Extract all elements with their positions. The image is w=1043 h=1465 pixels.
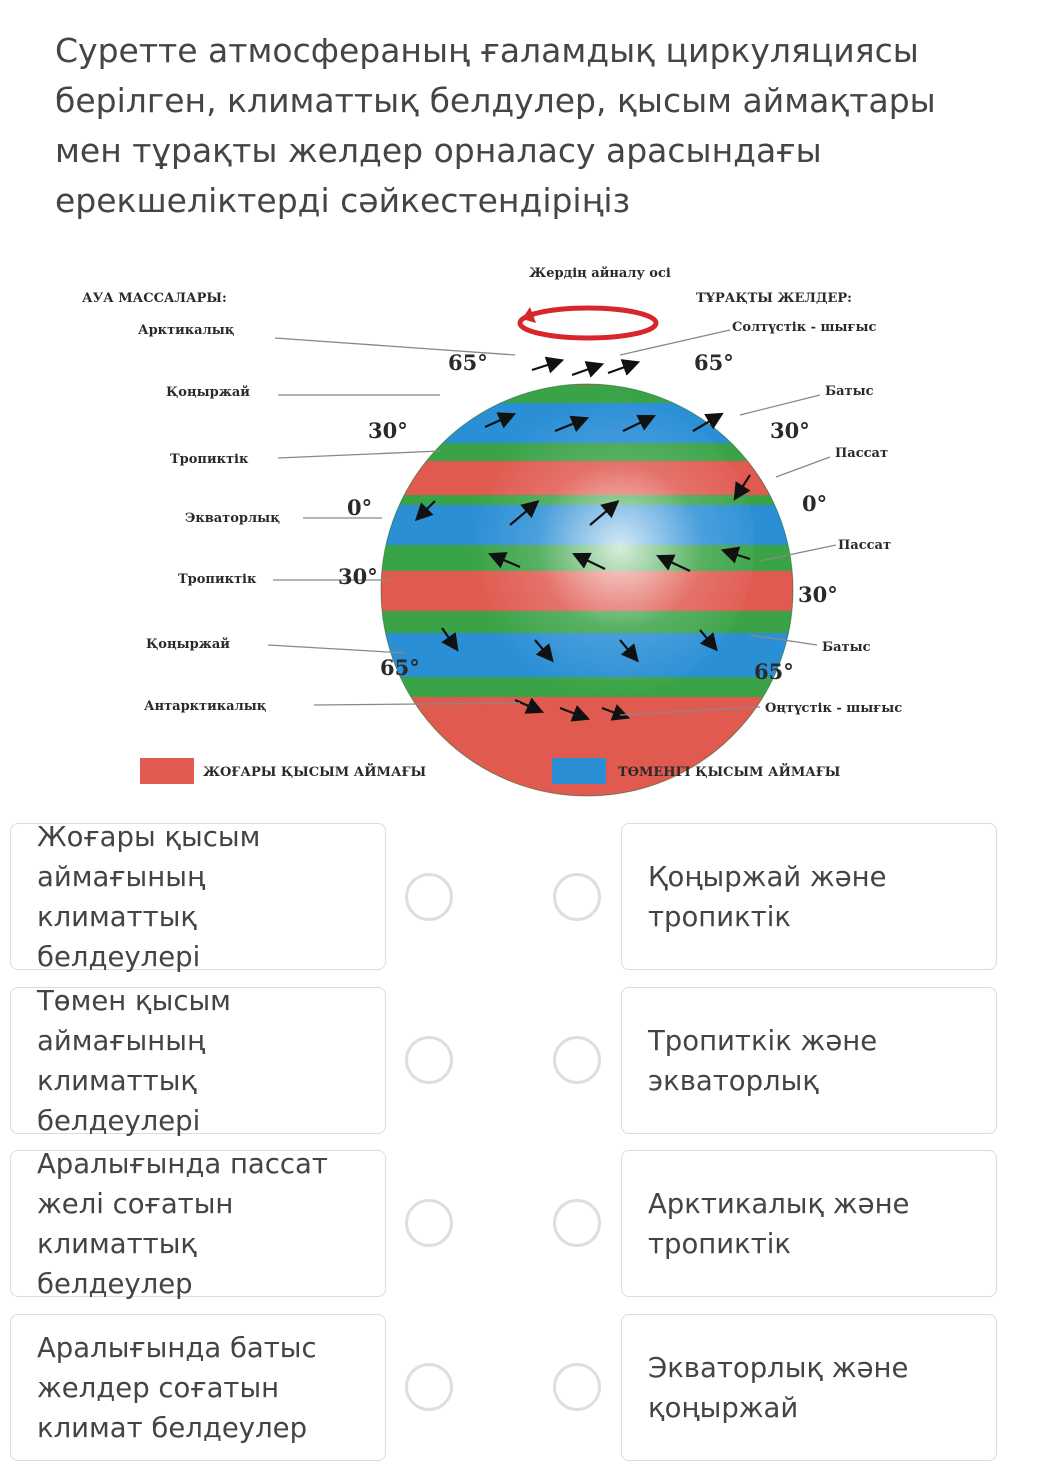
right-option-radio[interactable] — [553, 1363, 601, 1411]
left-option-card[interactable] — [10, 1147, 386, 1300]
left-option-text: Жоғары қысым аймағының климаттық белдеулері — [37, 820, 261, 973]
right-option-text: Арктикалық және тропиктік — [648, 1187, 910, 1260]
question-text: Суретте атмосфераның ғаламдық циркуляциясы берілген, климаттық белдулер, қысым аймақтары мен тұрақты желдер орналасу арасындағы ерекшеліктерді сәйкестендіріңіз — [55, 31, 936, 220]
legend-high-label: ЖОҒАРЫ ҚЫСЫМ АЙМАҒЫ — [203, 765, 427, 780]
air-mass-labels — [138, 323, 280, 714]
latitude-label: 0° — [347, 495, 373, 520]
air-mass-label: Антарктикалық — [144, 699, 267, 714]
left-option-card[interactable] — [10, 1314, 386, 1461]
wind-label: Батыс — [822, 640, 871, 655]
latitude-label: 65° — [448, 350, 488, 375]
rotation-arrow-icon — [520, 307, 656, 338]
latitude-label: 30° — [338, 564, 378, 589]
wind-label: Пассат — [838, 538, 892, 553]
air-masses-header: АУА МАССАЛАРЫ: — [82, 291, 227, 306]
legend-high-swatch — [140, 758, 194, 784]
right-option-text: Экваторлық және қоңыржай — [648, 1351, 909, 1424]
latitude-label: 65° — [380, 655, 420, 680]
winds-header: ТҰРАҚТЫ ЖЕЛДЕР: — [696, 291, 852, 306]
latitude-label: 30° — [368, 418, 408, 443]
right-option-radio[interactable] — [553, 873, 601, 921]
air-mass-label: Арктикалық — [138, 323, 235, 338]
atmospheric-circulation-diagram — [60, 255, 960, 800]
rotation-axis-label: Жердің айналу осі — [529, 266, 671, 281]
air-mass-label: Қоңыржай — [166, 385, 250, 400]
latitude-label: 65° — [754, 659, 794, 684]
latitude-label: 30° — [770, 418, 810, 443]
legend-low-label: ТӨМЕНГІ ҚЫСЫМ АЙМАҒЫ — [618, 765, 841, 780]
right-option-radio[interactable] — [553, 1036, 601, 1084]
left-option-radio[interactable] — [405, 1199, 453, 1247]
air-mass-label: Экваторлық — [185, 511, 280, 526]
left-option-text: Төмен қысым аймағының климаттық белдеулері — [37, 984, 231, 1137]
right-option-text: Тропиткік және экваторлық — [648, 1024, 878, 1097]
right-option-card[interactable] — [621, 1150, 997, 1297]
latitude-label: 30° — [798, 582, 838, 607]
left-option-card[interactable] — [10, 984, 386, 1137]
air-mass-label: Тропиктік — [178, 572, 257, 587]
air-mass-label: Тропиктік — [170, 452, 249, 467]
wind-label: Солтүстік - шығыс — [732, 320, 877, 335]
left-option-text: Аралығында батыс желдер соғатын климат белдеулер — [37, 1331, 317, 1444]
wind-label: Пассат — [835, 446, 889, 461]
left-option-text: Аралығында пассат желі соғатын климаттық белдеулер — [37, 1147, 328, 1300]
right-option-card[interactable] — [621, 987, 997, 1134]
wind-label: Оңтүстік - шығыс — [765, 701, 903, 716]
left-option-card[interactable] — [10, 820, 386, 973]
left-option-radio[interactable] — [405, 1363, 453, 1411]
air-mass-label: Қоңыржай — [146, 637, 230, 652]
right-option-radio[interactable] — [553, 1199, 601, 1247]
wind-label: Батыс — [825, 384, 874, 399]
right-option-card[interactable] — [621, 823, 997, 970]
globe — [360, 345, 820, 800]
left-option-radio[interactable] — [405, 873, 453, 921]
right-option-card[interactable] — [621, 1314, 997, 1461]
latitude-label: 0° — [802, 491, 828, 516]
latitude-label: 65° — [694, 350, 734, 375]
legend-low-swatch — [552, 758, 606, 784]
left-option-radio[interactable] — [405, 1036, 453, 1084]
right-option-text: Қоңыржай және тропиктік — [648, 860, 887, 933]
